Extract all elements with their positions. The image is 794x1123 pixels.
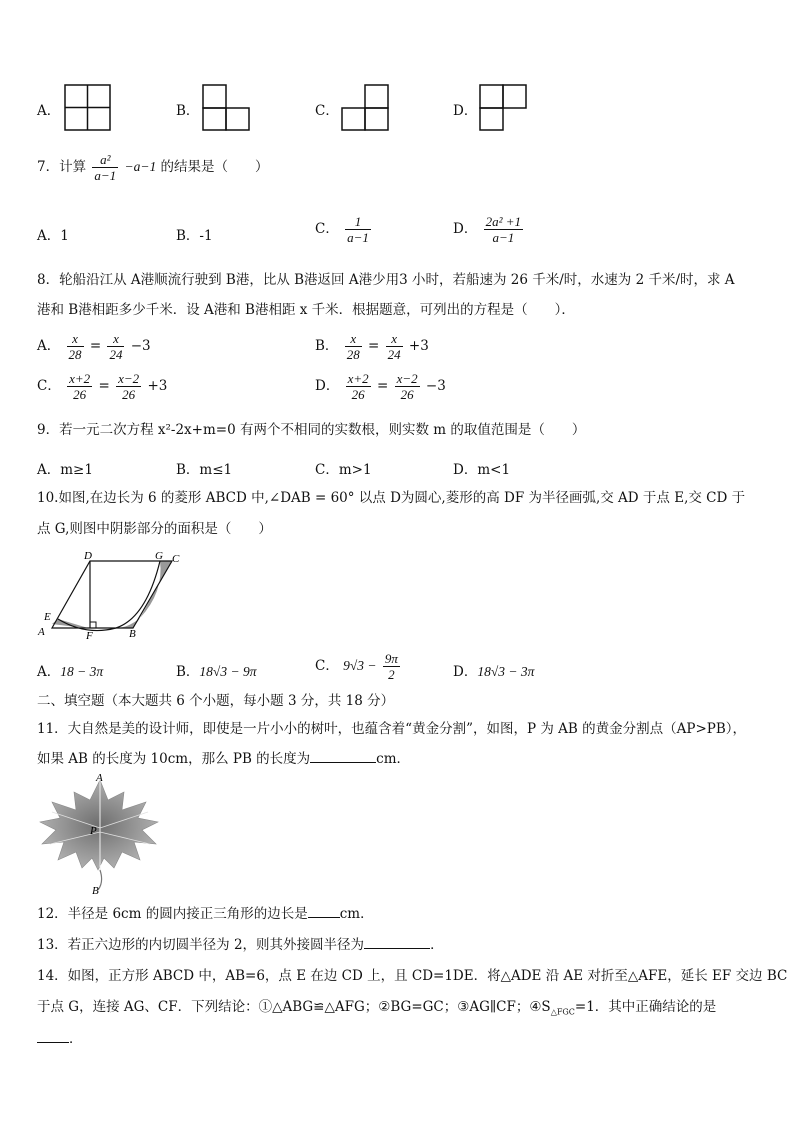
q8-option-a-frac2	[107, 331, 124, 362]
q9-option-a	[37, 458, 93, 478]
q12-answer-blank	[308, 905, 340, 918]
q9-option-d-text: m<1	[477, 462, 511, 478]
q10-option-c-numerator: 9π	[384, 651, 398, 666]
q6-option-a-figure	[64, 84, 112, 132]
q11-line2-pre: 如果 AB 的长度为 10cm，那么 PB 的长度为	[37, 751, 311, 767]
q8-option-b-frac2	[386, 331, 403, 362]
q8-d-n1: x+2	[347, 371, 369, 386]
q8-d-tail: −3	[425, 378, 446, 394]
q14-line2-b: =1．其中正确结论的是	[574, 999, 717, 1015]
q7-option-c-numerator: 1	[354, 214, 362, 229]
q10-option-a	[37, 660, 103, 680]
q8-a-d1: 28	[68, 347, 82, 362]
q10-line1: 10.如图,在边长为 6 的菱形 ABCD 中,∠DAB = 60° 以点 D为圆心,菱形的高 DF 为半径画弧,交 AD 于点 E,交 CD 于	[37, 490, 746, 506]
q7-option-a-label: A．	[37, 228, 61, 244]
q10-rhombus-figure	[36, 548, 184, 642]
q7-stem-suffix: 的结果是（ ）	[160, 159, 269, 175]
q6-option-b-figure	[202, 84, 252, 132]
q9-option-c	[315, 458, 372, 478]
q7-option-d-denominator: a−1	[484, 229, 523, 245]
q7-option-a	[37, 224, 69, 244]
equals-sign: =	[98, 378, 110, 394]
q7-stem	[37, 152, 269, 183]
q8-c-d2: 26	[116, 386, 141, 402]
q8-a-tail: −3	[130, 338, 151, 354]
q8-d-n2: x−2	[396, 371, 418, 386]
q8-option-c-frac2	[116, 371, 141, 402]
q7-option-d-numerator: 2a² +1	[485, 214, 522, 229]
q10-label-g: G	[155, 550, 163, 562]
q10-option-a-label: A．	[37, 664, 61, 680]
q10-label-c: C	[172, 553, 180, 565]
q6-option-a-label: A．	[37, 103, 61, 119]
q8-option-a-label: A．	[37, 338, 61, 354]
q8-b-tail: +3	[408, 338, 429, 354]
q10-option-d-label: D．	[453, 664, 478, 680]
q10-option-d-text: 18√3 − 3π	[477, 664, 535, 679]
q8-c-tail: +3	[147, 378, 168, 394]
q9-stem: 9．若一元二次方程 x²-2x+m=0 有两个不相同的实数根，则实数 m 的取值范围是（ ）	[37, 422, 586, 438]
q7-option-d-label: D．	[453, 221, 478, 237]
q8-line2: 港和 B港相距多少千米．设 A港和 B港相距 x 千米．根据题意，可列出的方程是（ ）．	[37, 302, 575, 318]
q8-c-d1: 26	[67, 386, 92, 402]
q10-option-c-denominator: 2	[383, 666, 400, 682]
q14-line2	[37, 998, 716, 1022]
q14-line2-subscript: △FGC	[550, 1007, 575, 1017]
q14-line1: 14．如图，正方形 ABCD 中，AB=6，点 E 在边 CD 上，且 CD=1DE．将△ADE 沿 AE 对折至△AFE，延长 EF 交边 BC	[37, 968, 788, 984]
q12-post: cm．	[339, 906, 374, 922]
q9-option-a-label: A．	[37, 462, 61, 478]
q9-option-c-text: m>1	[338, 462, 372, 478]
q7-option-a-text: 1	[60, 228, 69, 244]
q8-line1: 8．轮船沿江从 A港顺流行驶到 B港，比从 B港返回 A港少用3 小时，若船速为 26 千米/时，水速为 2 千米/时，求 A	[37, 272, 735, 288]
q10-option-c	[315, 651, 402, 682]
q11-answer-blank	[310, 750, 376, 763]
q9-option-b	[176, 458, 232, 478]
q7-option-c-label: C．	[315, 221, 339, 237]
q6-option-d-label: D．	[453, 103, 478, 119]
section-heading-fill-in: 二、填空题（本大题共 6 个小题，每小题 3 分，共 18 分）	[37, 693, 395, 709]
equals-sign: =	[368, 338, 380, 354]
q7-stem-mid: −a−1	[124, 159, 157, 174]
q8-option-d	[315, 371, 446, 402]
q8-option-b-label: B．	[315, 338, 339, 354]
q7-frac-numerator: a²	[100, 152, 111, 167]
q10-option-c-label: C．	[315, 658, 339, 674]
q11-label-b: B	[92, 885, 99, 896]
q7-option-d	[453, 214, 525, 245]
q14-answer-blank	[37, 1030, 69, 1043]
q8-option-d-frac2	[395, 371, 420, 402]
q11-leaf-figure	[38, 772, 164, 896]
q8-option-b-frac1	[345, 331, 362, 362]
q13-pre: 13．若正六边形的内切圆半径为 2，则其外接圆半径为	[37, 937, 365, 953]
q8-a-d2: 24	[109, 347, 123, 362]
q7-option-b	[176, 224, 213, 244]
q8-option-b	[315, 331, 429, 362]
q10-shade-left	[52, 619, 88, 628]
q8-b-d1: 28	[346, 347, 360, 362]
q8-c-n2: x−2	[118, 371, 140, 386]
q11-line1: 11．大自然是美的设计师，即使是一片小小的树叶，也蕴含着“黄金分割”，如图，P 为 AB 的黄金分割点（AP>PB），	[37, 721, 747, 737]
q10-right-angle-mark	[90, 622, 96, 628]
q10-option-b-text: 18√3 − 9π	[199, 664, 257, 679]
q11-line2	[37, 750, 410, 768]
q10-label-d: D	[84, 550, 92, 562]
q12-stem	[37, 905, 374, 923]
q9-option-b-label: B．	[176, 462, 200, 478]
q6-option-d-figure	[479, 84, 529, 132]
q13-stem	[37, 936, 444, 954]
q7-option-b-text: -1	[199, 228, 213, 244]
q10-option-c-fraction	[383, 651, 400, 682]
q8-option-d-label: D．	[315, 378, 340, 394]
q13-post: ．	[430, 937, 444, 953]
q10-option-c-pre: 9√3 −	[343, 658, 377, 673]
q8-option-d-frac1	[346, 371, 371, 402]
q6-option-c-label: C．	[315, 103, 339, 119]
q8-option-c-frac1	[67, 371, 92, 402]
q8-d-d2: 26	[395, 386, 420, 402]
q8-b-n2: x	[391, 331, 398, 346]
q8-a-n1: x	[72, 331, 78, 346]
q7-option-b-label: B．	[176, 228, 200, 244]
q10-option-a-text: 18 − 3π	[60, 664, 104, 679]
q8-b-n1: x	[350, 331, 357, 346]
q12-pre: 12．半径是 6cm 的圆内接正三角形的边长是	[37, 906, 308, 922]
equals-sign: =	[376, 378, 389, 394]
q10-arc	[58, 561, 160, 631]
q8-option-c-label: C．	[37, 378, 61, 394]
q9-option-d	[453, 458, 510, 478]
q7-stem-prefix: 7．计算	[37, 159, 87, 175]
q11-line2-post: cm．	[376, 751, 411, 767]
q9-option-d-label: D．	[453, 462, 478, 478]
q10-label-e: E	[44, 611, 51, 623]
q8-option-c	[37, 371, 167, 402]
q11-label-p: P	[90, 825, 97, 837]
q14-line3	[37, 1030, 83, 1048]
q10-line2: 点 G,则图中阴影部分的面积是（ ）	[37, 521, 272, 537]
q13-answer-blank	[364, 936, 430, 949]
q10-label-b: B	[129, 628, 136, 640]
q6-option-b-label: B．	[176, 103, 200, 119]
q10-label-a: A	[38, 626, 45, 638]
q10-option-d	[453, 660, 534, 680]
q8-a-n2: x	[113, 331, 119, 346]
q7-option-c-denominator: a−1	[347, 230, 369, 245]
q11-label-a: A	[96, 772, 103, 784]
q10-option-b-label: B．	[176, 664, 200, 680]
equals-sign: =	[89, 338, 102, 354]
q8-c-n1: x+2	[69, 371, 91, 386]
q9-option-a-text: m≥1	[60, 462, 93, 478]
leaf-icon	[40, 780, 158, 870]
q7-option-d-fraction	[484, 214, 523, 245]
q9-option-b-text: m≤1	[199, 462, 233, 478]
q8-d-d1: 26	[346, 386, 371, 402]
q10-option-b	[176, 660, 256, 680]
q14-line3-post: ．	[69, 1031, 83, 1047]
q7-frac-denominator: a−1	[94, 168, 117, 183]
q7-fraction	[92, 152, 118, 183]
q6-option-c-figure	[341, 84, 391, 132]
q14-line2-a: 于点 G，连接 AG、CF．下列结论：①△ABG≌△AFG；②BG=GC；③AG∥CF；④S	[37, 999, 551, 1015]
q8-option-a-frac1	[67, 331, 84, 362]
q7-option-c	[315, 214, 373, 245]
q9-option-c-label: C．	[315, 462, 339, 478]
q7-option-c-fraction	[345, 214, 371, 245]
q10-label-f: F	[86, 630, 93, 642]
q8-b-d2: 24	[387, 347, 401, 362]
q8-option-a	[37, 331, 151, 362]
